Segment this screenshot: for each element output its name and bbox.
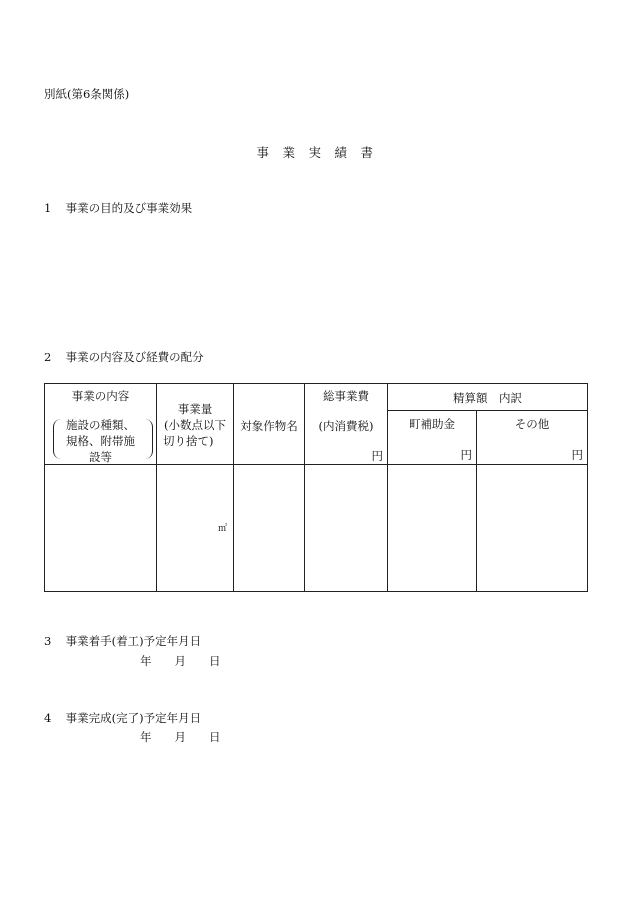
start-date-line: 年 月 日 — [140, 654, 221, 668]
total-value-cell — [305, 465, 388, 592]
completion-date-line: 年 月 日 — [140, 730, 221, 744]
page-title: 事 業 実 績 書 — [256, 145, 374, 160]
header-total-cell — [305, 384, 388, 465]
unit-yen: 円 — [571, 448, 583, 462]
header-crop-cell — [234, 384, 305, 465]
subsidy-value-cell — [388, 465, 477, 592]
section-number: 1 — [44, 201, 52, 215]
header-content-cell — [45, 384, 157, 465]
header-breakdown-cell — [388, 384, 588, 411]
header-amount-3: 切り捨て) — [163, 434, 214, 448]
header-content-title: 事業の内容 — [71, 389, 130, 403]
crop-value-cell — [234, 465, 305, 592]
header-breakdown: 精算額 内訳 — [453, 391, 522, 405]
section-heading-text: 事業の目的及び事業効果 — [65, 201, 193, 215]
header-subsidy-cell — [388, 411, 477, 465]
header-other: その他 — [514, 417, 550, 431]
section-heading-text: 事業の内容及び経費の配分 — [65, 350, 204, 364]
section-4-heading — [44, 710, 201, 726]
header-other-cell — [477, 411, 588, 465]
expense-table — [44, 383, 588, 592]
section-number: 3 — [44, 634, 52, 648]
header-crop: 対象作物名 — [240, 419, 298, 433]
section-1-heading — [44, 200, 192, 216]
header-content-sub-1: 施設の種類、 — [66, 418, 135, 432]
section-heading-text: 事業完成(完了)予定年月日 — [65, 711, 202, 725]
form-reference: 別紙(第6条関係) — [44, 87, 130, 101]
other-value-cell — [477, 465, 588, 592]
header-amount-cell — [157, 384, 234, 465]
header-total-1: 総事業費 — [323, 389, 369, 403]
section-heading-text: 事業着手(着工)予定年月日 — [65, 634, 202, 648]
section-3-heading — [44, 633, 201, 649]
header-content-sub-3: 設等 — [89, 450, 112, 464]
amount-value-cell — [157, 465, 234, 592]
header-amount-1: 事業量 — [177, 402, 213, 416]
unit-area: ㎡ — [217, 524, 227, 534]
section-number: 2 — [44, 350, 52, 364]
unit-yen: 円 — [371, 449, 383, 463]
header-total-2: (内消費税) — [318, 419, 374, 433]
header-content-sub-2: 規格、附帯施 — [66, 434, 135, 448]
unit-yen: 円 — [460, 448, 472, 462]
section-number: 4 — [44, 711, 52, 725]
header-amount-2: (小数点以下 — [164, 418, 226, 432]
header-subsidy: 町補助金 — [409, 417, 455, 431]
section-2-heading — [44, 349, 204, 365]
content-value-cell — [45, 465, 157, 592]
